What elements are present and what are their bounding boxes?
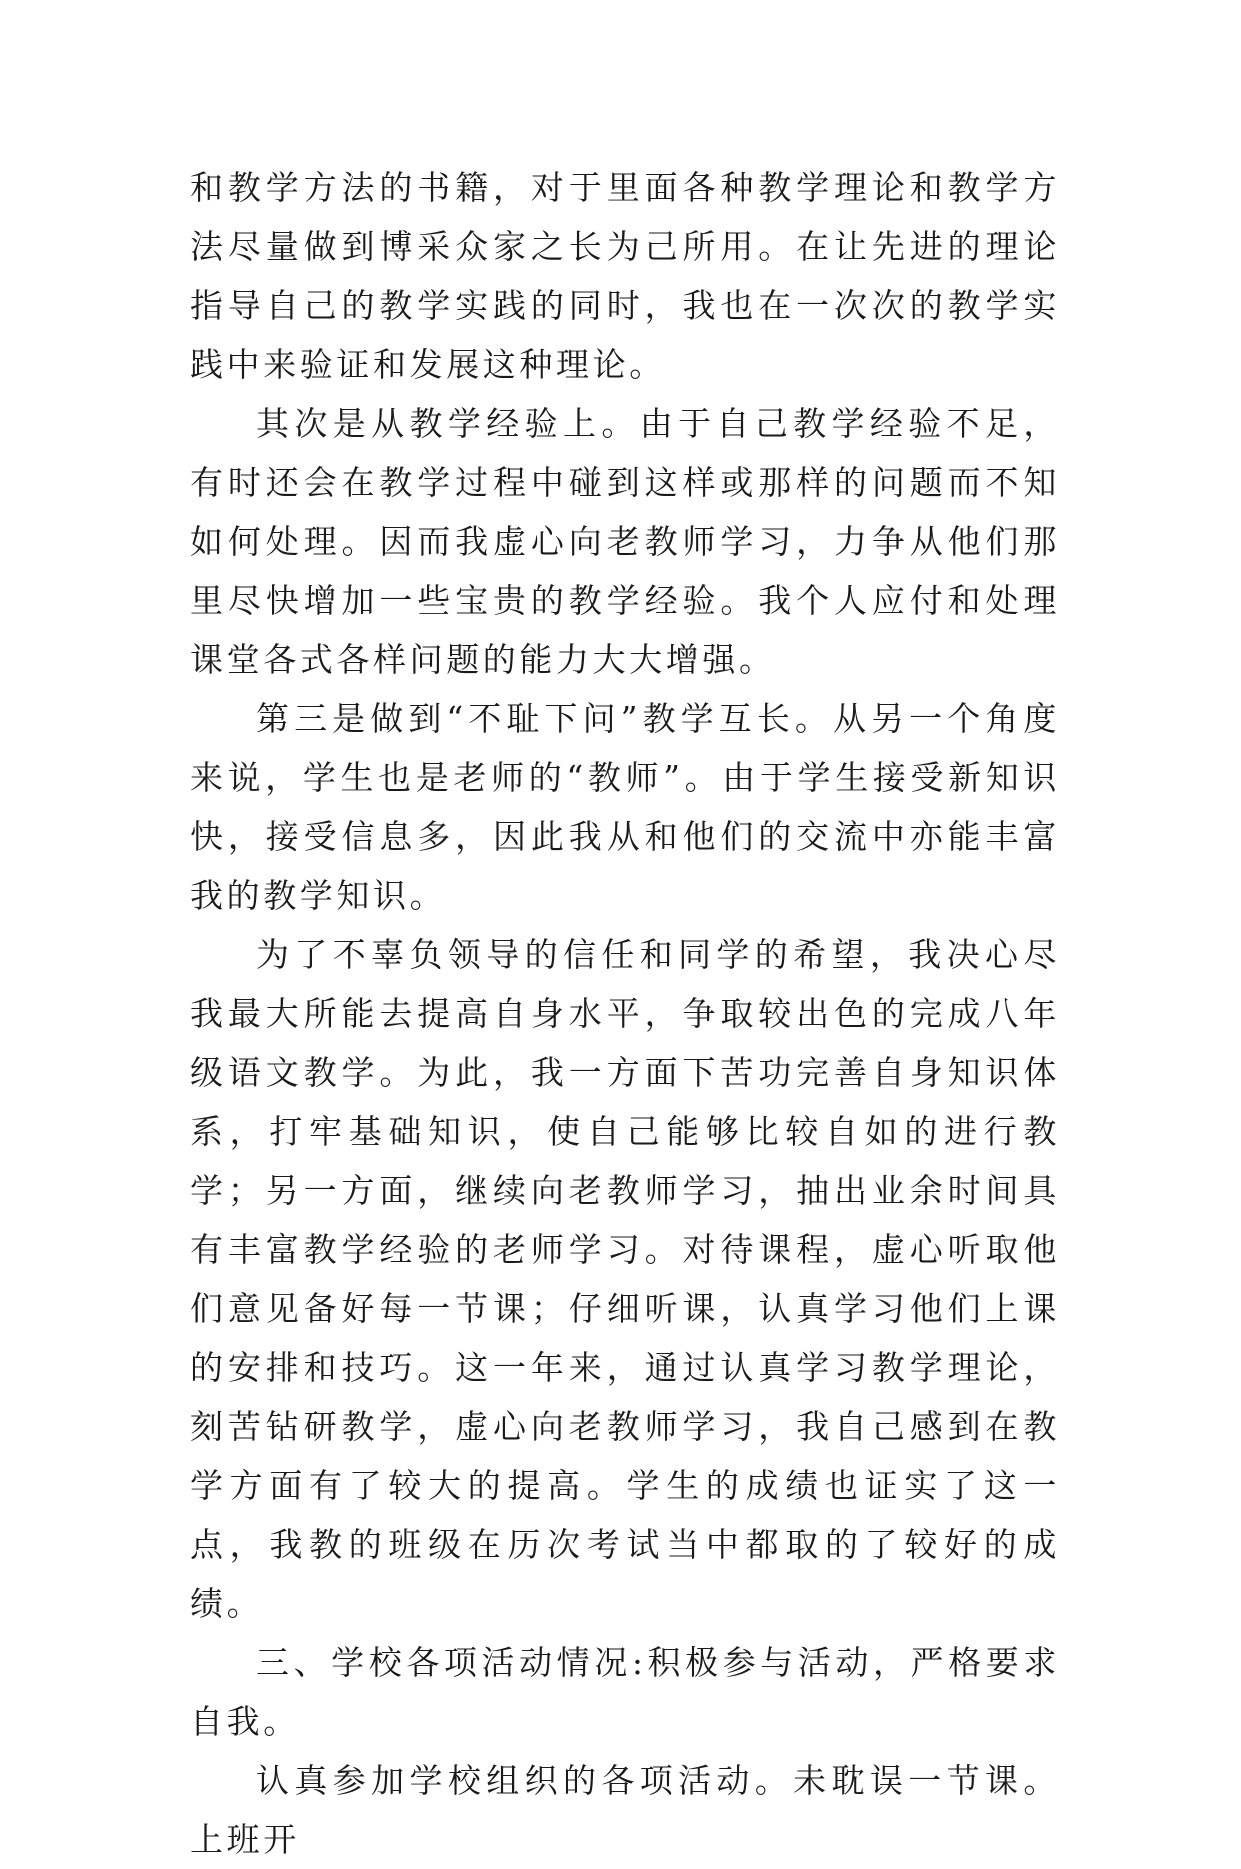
paragraph-5: 认真参加学校组织的各项活动。未耽误一节课。上班开 <box>190 1761 1060 1859</box>
paragraph-2: 其次是从教学经验上。由于自己教学经验不足，有时还会在教学过程中碰到这样或那样的问题而不知如何处理。因而我虚心向老教师学习，力争从他们那里尽快增加一些宝贵的教学经验。我个人应付和处理课堂各式各样问题的能力大大增强。 <box>190 404 1060 679</box>
paragraph-4: 为了不辜负领导的信任和同学的希望，我决心尽我最大所能去提高自身水平，争取较出色的完成八年级语文教学。为此，我一方面下苦功完善自身知识体系，打牢基础知识，使自己能够比较自如的进行教学；另一方面，继续向老教师学习，抽出业余时间具有丰富教学经验的老师学习。对待课程，虚心听取他们意见备好每一节课；仔细听课，认真学习他们上课的安排和技巧。这一年来，通过认真学习教学理论，刻苦钻研教学，虚心向老教师学习，我自己感到在教学方面有了较大的提高。学生的成绩也证实了这一点，我教的班级在历次考试当中都取的了较好的成绩。 <box>190 935 1060 1623</box>
paragraph-3: 第三是做到“不耻下问”教学互长。从另一个角度来说，学生也是老师的“教师”。由于学生接受新知识快，接受信息多，因此我从和他们的交流中亦能丰富我的教学知识。 <box>190 699 1060 915</box>
section-heading-activities: 三、学校各项活动情况:积极参与活动，严格要求自我。 <box>190 1643 1060 1741</box>
document-body <box>190 158 1060 1869</box>
paragraph-1: 和教学方法的书籍，对于里面各种教学理论和教学方法尽量做到博采众家之长为己所用。在让先进的理论指导自己的教学实践的同时，我也在一次次的教学实践中来验证和发展这种理论。 <box>190 168 1060 384</box>
